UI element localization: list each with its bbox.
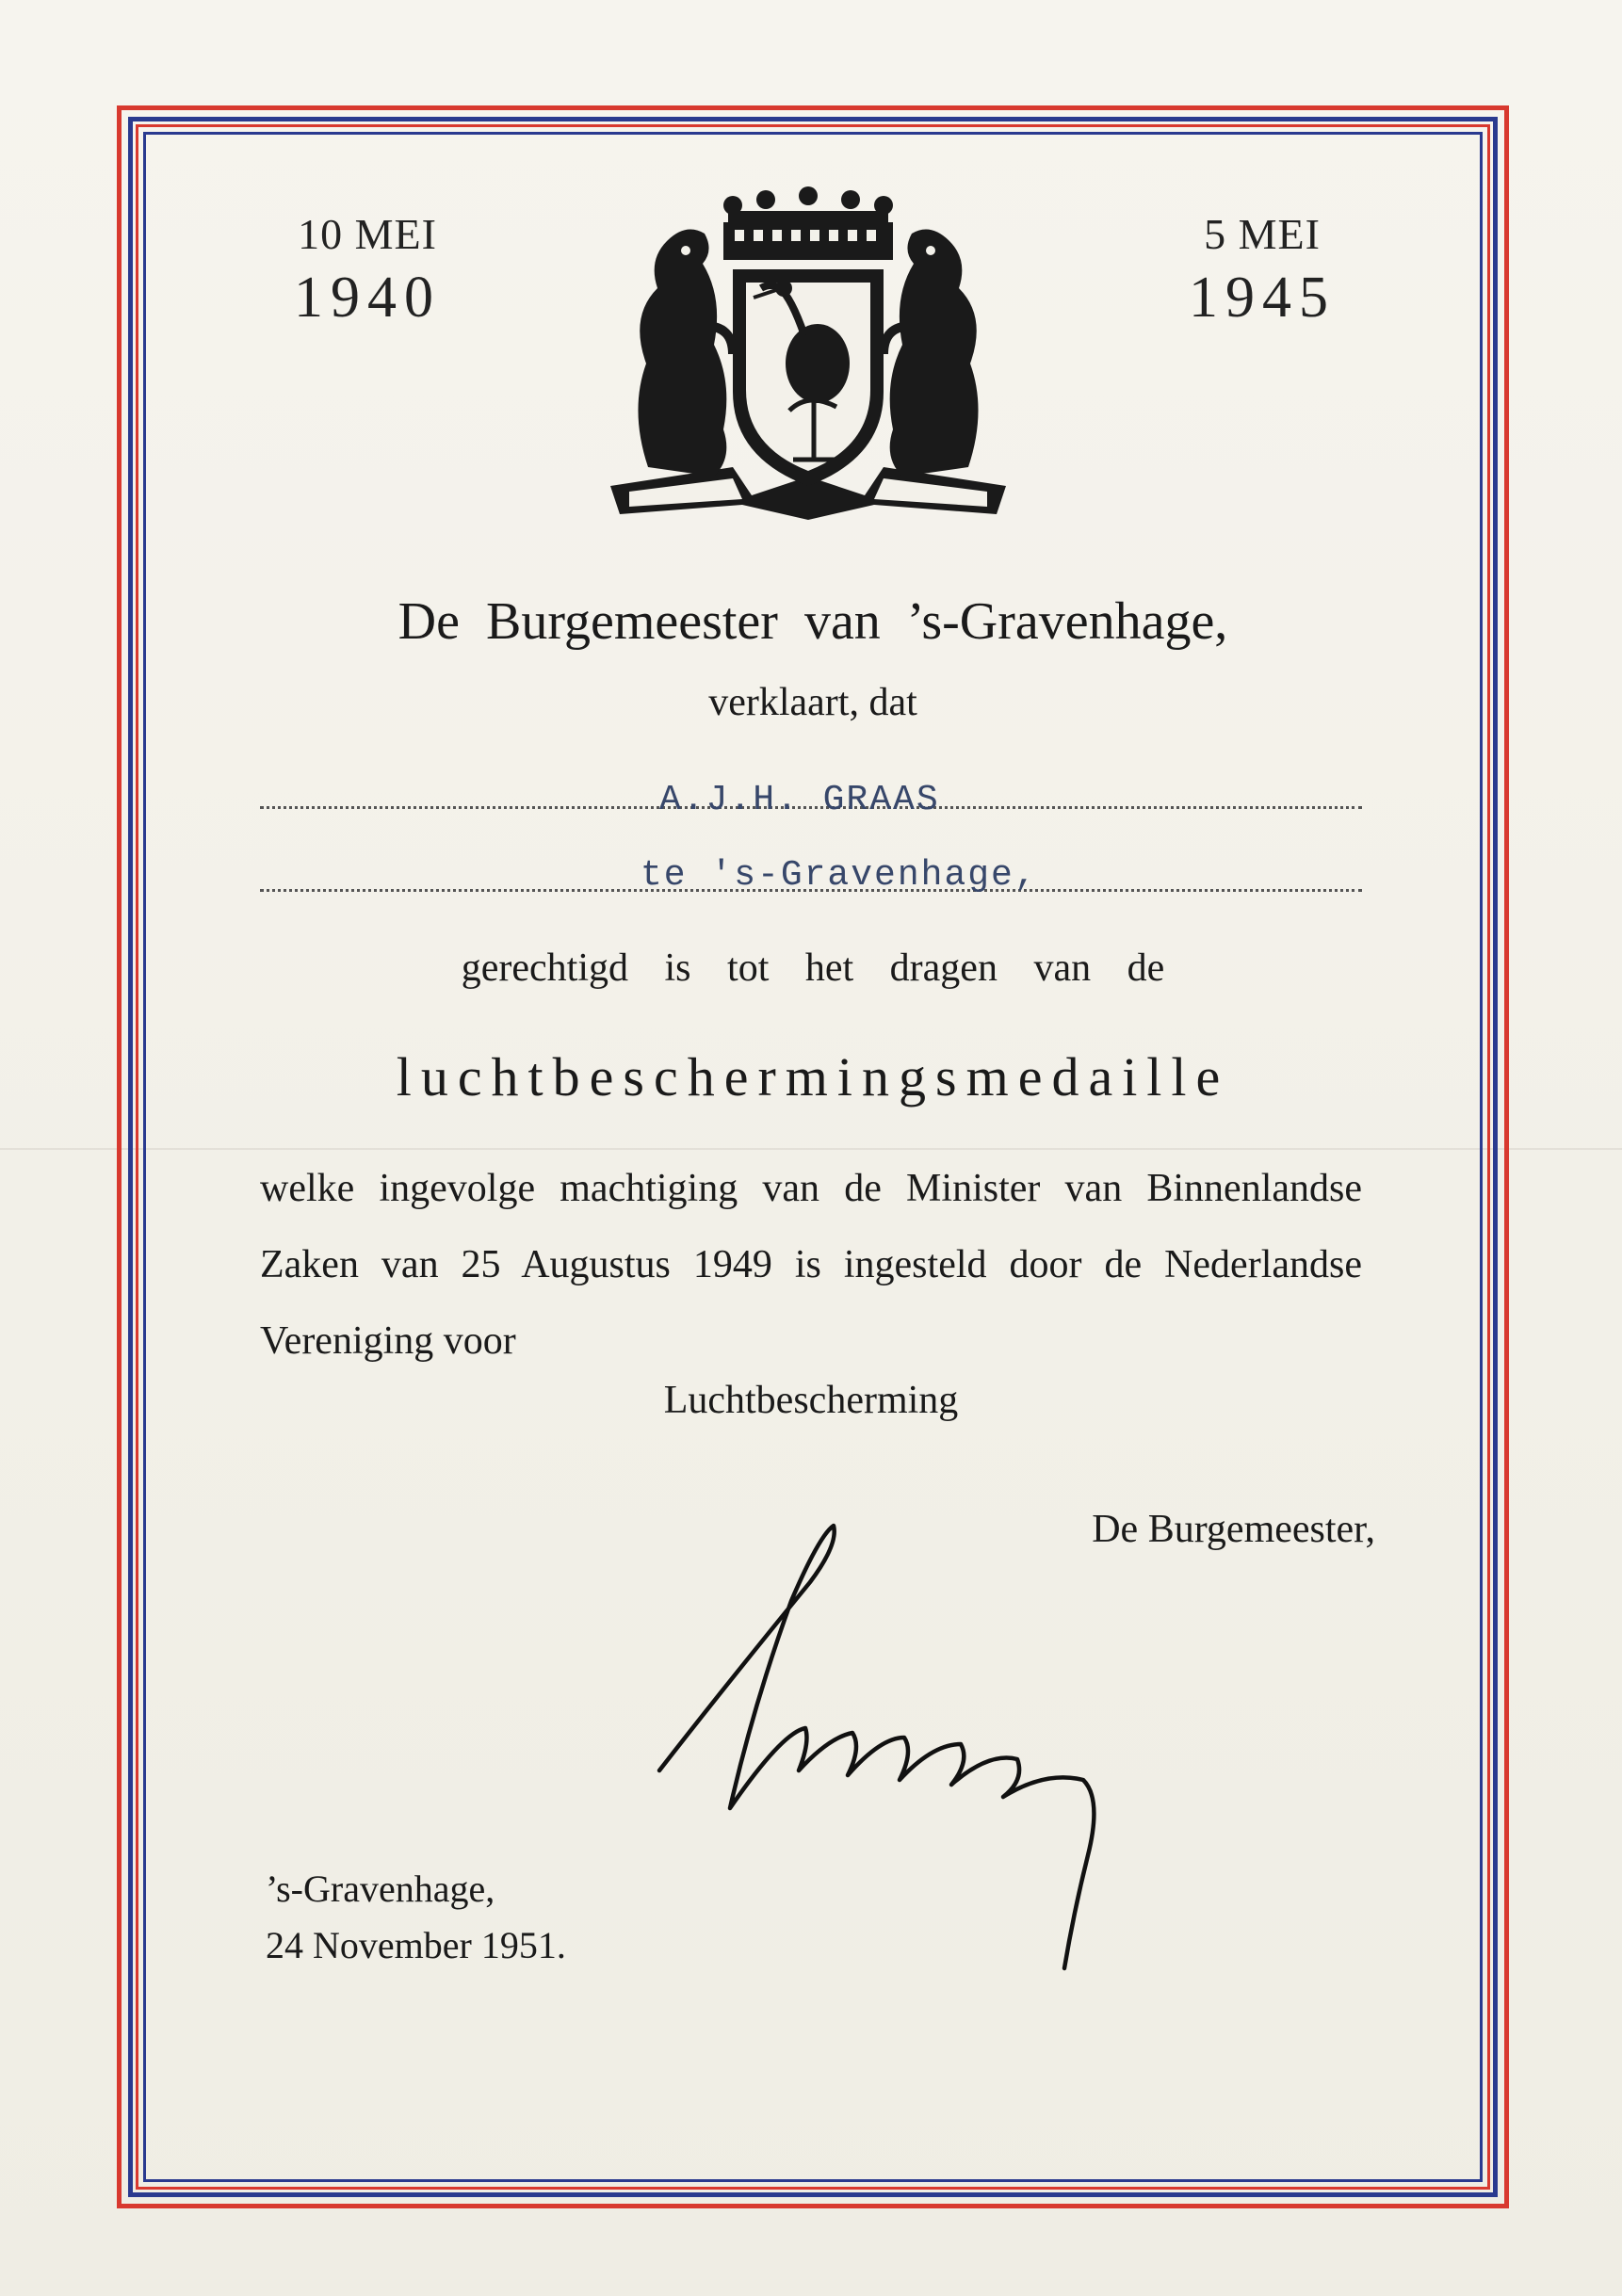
- signature-icon: [641, 1497, 1319, 2025]
- certificate-title: De Burgemeester van ’s-Gravenhage,: [397, 592, 1228, 651]
- body-last-line: Luchtbescherming: [663, 1379, 959, 1422]
- issue-date: 24 November 1951.: [266, 1924, 566, 1966]
- recipient-place: te 's-Gravenhage,: [641, 855, 1038, 896]
- declaration-text: verklaart, dat: [708, 681, 917, 724]
- recipient-name: A.J.H. GRAAS: [659, 780, 940, 820]
- entitled-text: gerechtigd is tot het dragen van de: [461, 946, 1165, 990]
- end-day: 5 MEI: [1204, 210, 1321, 258]
- end-year: 1945: [1189, 266, 1336, 330]
- coat-of-arms-icon: [592, 185, 1025, 520]
- end-date: [1121, 209, 1403, 331]
- issue-city: ’s-Gravenhage,: [266, 1868, 495, 1910]
- body-paragraph: welke ingevolge machtiging van de Minister van Binnenlandse Zaken van 25 Augustus 1949 is ingesteld door de Nederlandse Vereniging voor: [260, 1167, 1362, 1363]
- start-day: 10 MEI: [298, 210, 437, 258]
- start-date: [226, 209, 509, 331]
- medal-name: luchtbeschermingsmedaille: [396, 1046, 1230, 1108]
- start-year: 1940: [294, 266, 441, 330]
- signatory-title: De Burgemeester,: [1092, 1508, 1375, 1551]
